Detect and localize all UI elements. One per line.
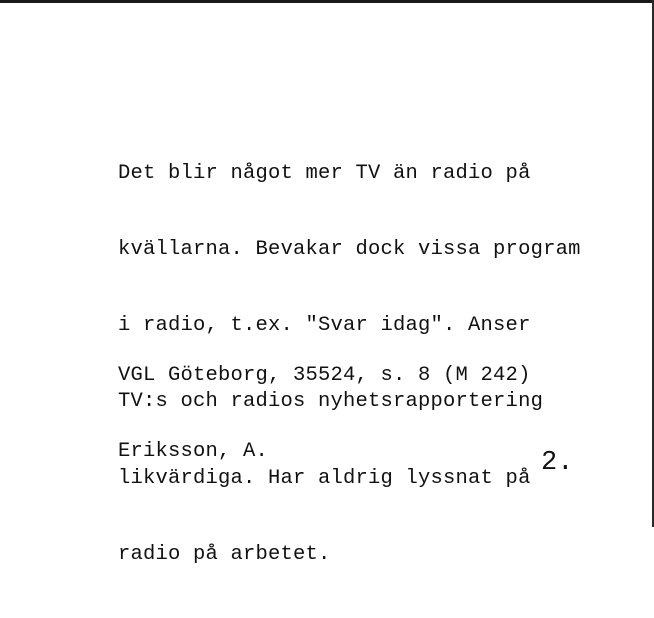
body-line: TV:s och radios nyhetsrapportering: [118, 390, 544, 414]
body-line: i radio, t.ex. "Svar idag". Anser: [118, 314, 531, 338]
body-line: kvällarna. Bevakar dock vissa program: [118, 238, 581, 262]
source-reference: [118, 312, 531, 515]
reference-line: Eriksson, A.: [118, 440, 269, 464]
page-number: 2.: [541, 448, 574, 478]
body-line: Det blir något mer TV än radio på: [118, 161, 531, 185]
card-top-edge: [0, 0, 654, 3]
body-line: radio på arbetet.: [118, 542, 331, 566]
reference-line: VGL Göteborg, 35524, s. 8 (M 242): [118, 363, 531, 387]
body-line: likvärdiga. Har aldrig lyssnat på: [118, 466, 531, 490]
